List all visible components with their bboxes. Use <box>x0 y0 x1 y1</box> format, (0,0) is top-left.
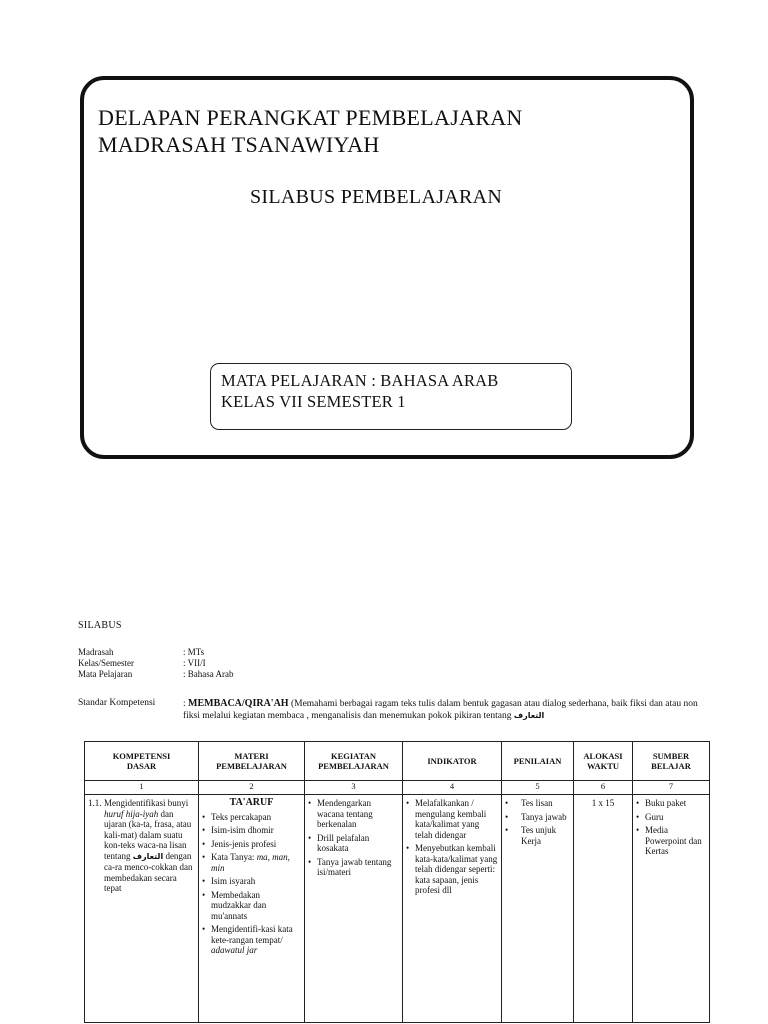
cover-title-line1: DELAPAN PERANGKAT PEMBELAJARAN <box>98 105 523 130</box>
standar-kompetensi <box>78 698 718 722</box>
meta-row-madrasah <box>78 647 718 658</box>
meta-value: : Bahasa Arab <box>183 669 234 679</box>
kd-arabic: التعارف <box>132 851 164 861</box>
list-item: • Guru <box>636 812 706 823</box>
column-number: 1 <box>85 781 199 795</box>
cover-title-line2: MADRASAH TSANAWIYAH <box>98 132 380 157</box>
list-item: • Drill pelafalan kosakata <box>308 833 399 854</box>
standar-label: Standar Kompetensi <box>78 698 156 708</box>
header-alokasi: ALOKASI WAKTU <box>574 742 633 781</box>
list-item: • Mengidentifi-kasi kata kete-rangan tempat/ adawatul jar <box>202 924 301 956</box>
cell-kompetensi <box>85 795 199 1023</box>
cover-title <box>98 104 523 158</box>
list-item: • Media Powerpoint dan Kertas <box>636 825 706 857</box>
list-item: • Jenis-jenis profesi <box>202 839 301 850</box>
column-number: 2 <box>199 781 305 795</box>
column-number: 5 <box>502 781 574 795</box>
subject-line1: MATA PELAJARAN : BAHASA ARAB <box>221 371 499 390</box>
table-header-row <box>85 742 710 781</box>
silabus-section <box>78 620 718 722</box>
meta-row-mapel <box>78 669 718 680</box>
header-indikator: INDIKATOR <box>403 742 502 781</box>
subject-line2: KELAS VII SEMESTER 1 <box>221 392 406 411</box>
silabus-heading: SILABUS <box>78 620 122 631</box>
cover-subtitle: SILABUS PEMBELAJARAN <box>250 186 503 208</box>
list-item: • Menyebutkan kembali kata-kata/kalimat yang telah didengar seperti: kata sapaan, jenis profesi dll <box>406 843 498 896</box>
meta-label: Kelas/Semester <box>78 658 134 668</box>
column-number: 3 <box>305 781 403 795</box>
list-item: • Tanya jawab <box>505 812 570 823</box>
cover-frame <box>80 76 694 459</box>
list-item: • Teks percakapan <box>202 812 301 823</box>
list-item: • Isim-isim dhomir <box>202 825 301 836</box>
table-row <box>85 795 710 1023</box>
list-item: • Kata Tanya: ma, man, min <box>202 852 301 873</box>
meta-label: Mata Pelajaran <box>78 669 133 679</box>
list-item: • Melafalkankan / mengulang kembali kata/kalimat yang telah didengar <box>406 798 498 840</box>
column-number: 7 <box>633 781 710 795</box>
standar-colon: : <box>183 699 186 709</box>
list-item: • Isim isyarah <box>202 876 301 887</box>
header-penilaian: PENILAIAN <box>502 742 574 781</box>
cell-penilaian <box>502 795 574 1023</box>
silabus-table <box>84 741 710 1023</box>
standar-bold: MEMBACA/QIRA'AH <box>188 698 289 709</box>
standar-arabic: التعارف <box>513 711 545 720</box>
kd-number: 1.1. <box>88 798 102 808</box>
column-number: 4 <box>403 781 502 795</box>
header-kegiatan: KEGIATAN PEMBELAJARAN <box>305 742 403 781</box>
list-item: • Tanya jawab tentang isi/materi <box>308 857 399 878</box>
header-materi: MATERI PEMBELAJARAN <box>199 742 305 781</box>
cell-sumber <box>633 795 710 1023</box>
list-item: • Tes lisan <box>505 798 570 809</box>
subject-box <box>210 363 572 430</box>
kd-text: Mengidentifikasi bunyi huruf hija-iyah dan ujaran (ka-ta, frasa, atau kali-mat) dalam suatu kon-teks waca-na lisan tentang التعارف dengan ca-ra menco-cokkan dan membedakan secara tepat <box>104 798 193 893</box>
standar-description: (Memahami berbagai ragam teks tulis dalam bentuk gagasan atau dialog sederhana, baik fiksi dan atau non fiksi melalui kegiatan membaca , menganalisis dan menemukan pokok pikiran tentang <box>183 699 698 721</box>
meta-label: Madrasah <box>78 647 114 657</box>
list-item: • Tes unjuk Kerja <box>505 825 570 846</box>
list-item: • Buku paket <box>636 798 706 809</box>
standar-text <box>183 698 703 722</box>
header-kompetensi: KOMPETENSI DASAR <box>85 742 199 781</box>
cell-indikator <box>403 795 502 1023</box>
cell-kegiatan <box>305 795 403 1023</box>
cell-materi <box>199 795 305 1023</box>
column-number: 6 <box>574 781 633 795</box>
meta-row-kelas <box>78 658 718 669</box>
meta-value: : VII/I <box>183 658 206 668</box>
list-item: • Membedakan mudzakkar dan mu'annats <box>202 890 301 922</box>
cell-alokasi: 1 x 15 <box>574 795 633 1023</box>
meta-value: : MTs <box>183 647 205 657</box>
header-sumber: SUMBER BELAJAR <box>633 742 710 781</box>
list-item: • Mendengarkan wacana tentang berkenalan <box>308 798 399 830</box>
materi-heading: TA'ARUF <box>229 797 274 808</box>
table-number-row <box>85 781 710 795</box>
